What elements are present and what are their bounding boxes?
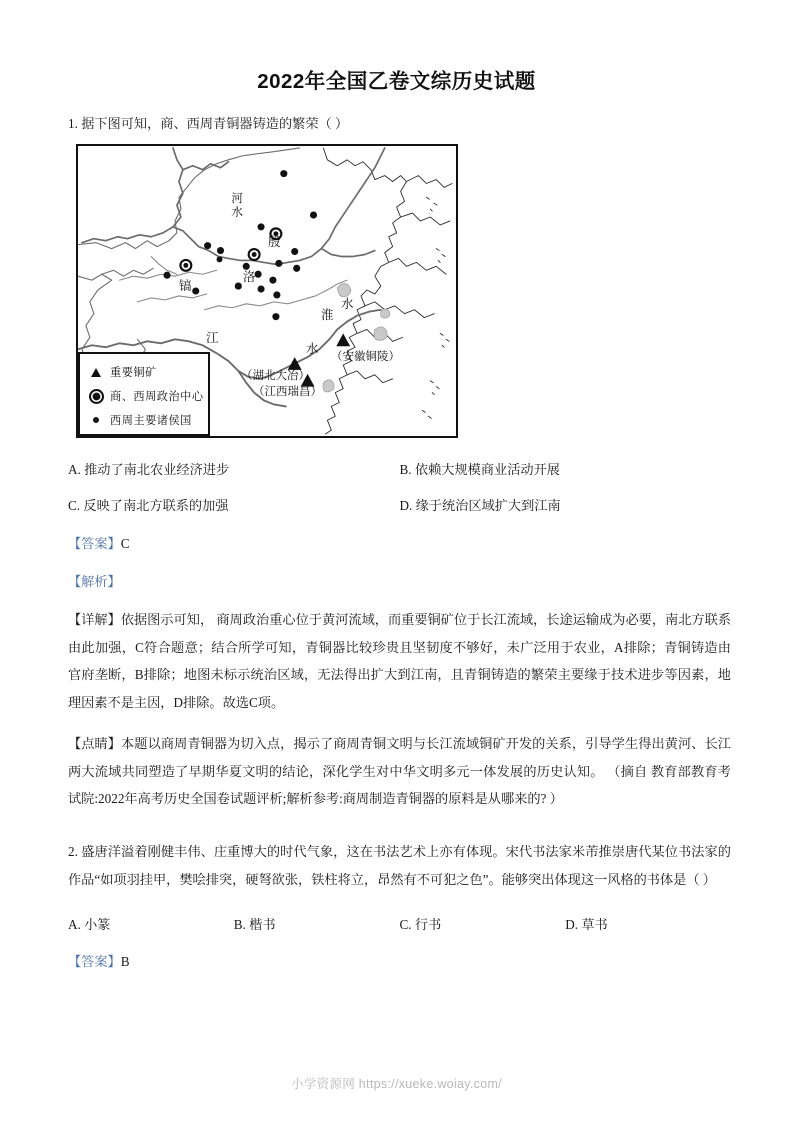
legend-item-copper-mine — [86, 360, 208, 384]
question-1-option-b[interactable]: B. 依赖大规模商业活动开展 — [399, 462, 560, 478]
map-legend — [78, 352, 210, 436]
legend-item-political-center — [86, 384, 208, 408]
question-1-number: 1. — [68, 116, 78, 131]
map-label-huai: 淮 — [321, 308, 334, 323]
legend-label-copper-mine: 重要铜矿 — [110, 367, 157, 380]
question-1-option-a[interactable]: A. 推动了南北农业经济进步 — [68, 462, 230, 478]
question-2-number: 2. — [68, 844, 78, 860]
watermark: 小学资源网 https://xueke.woiay.com/ — [291, 1077, 502, 1091]
question-2-option-c[interactable]: C. 行书 — [399, 916, 442, 932]
analysis-tag: 【解析】 — [68, 574, 121, 590]
answer-value: B — [120, 954, 130, 970]
question-1-answer — [68, 533, 731, 554]
section-gap — [68, 812, 731, 838]
map-label-yin: 殷 — [268, 235, 281, 250]
legend-label-political-center: 商、西周政治中心 — [110, 391, 204, 404]
question-1-tip — [68, 730, 731, 812]
detail-tag: 【详解】 — [68, 612, 121, 628]
question-2-stem — [68, 838, 731, 892]
answer-value: C — [120, 536, 130, 552]
question-2-answer — [68, 951, 731, 972]
answer-tag: 【答案】 — [68, 536, 121, 552]
question-1-detail — [68, 606, 731, 716]
question-2-option-d[interactable]: D. 草书 — [565, 916, 608, 932]
question-1-option-d[interactable]: D. 缘于统治区域扩大到江南 — [399, 498, 561, 514]
map-label-huai-shui: 水 — [341, 297, 354, 312]
page-title: 2022年全国乙卷文综历史试题 — [257, 70, 536, 93]
question-1-option-c[interactable]: C. 反映了南北方联系的加强 — [68, 498, 229, 514]
legend-label-vassal-state: 西周主要诸侯国 — [110, 415, 192, 428]
tip-tag: 【点睛】 — [68, 736, 122, 752]
question-1-stem — [68, 114, 731, 134]
question-2-option-b[interactable]: B. 楷书 — [233, 916, 276, 932]
map-label-he-shui: 河水 — [230, 192, 243, 220]
tip-text: 本题以商周青铜器为切入点，揭示了商周青铜文明与长江流域铜矿开发的关系，引导学生得出黄河、长江两大流域共同塑造了早期华夏文明的结论，深化学生对中华文明多元一体发展的历史认知。 （摘自 教育部教育考试院:2022年高考历史全国卷试题评析;解析参考:商周制造青铜器的原料是从哪来的? ） — [68, 736, 731, 807]
triangle-icon — [86, 368, 106, 377]
map-label-anhui-tongling: （安徽铜陵） — [331, 351, 400, 364]
dot-icon — [86, 417, 106, 423]
detail-text: 依据图示可知， 商周政治重心位于黄河流域，而重要铜矿位于长江流域，长途运输成为必要，南北方联系由此加强，C符合题意；结合所学可知，青铜器比较珍贵且坚韧度不够好，未广泛用于农业，A排除；青铜铸造由官府垄断，B排除；地图未标示统治区域，无法得出扩大到江南，且青铜铸造的繁荣主要缘于技术进步等因素，地理因素不是主因，D排除。故选C项。 — [68, 612, 732, 710]
question-2-options-row — [68, 915, 731, 935]
question-1-options-row-1 — [68, 460, 731, 480]
answer-tag: 【答案】 — [68, 954, 121, 970]
map-frame — [76, 144, 458, 438]
question-2-option-a[interactable]: A. 小篆 — [68, 916, 111, 932]
question-2-text: 盛唐洋溢着刚健丰伟、庄重博大的时代气象，这在书法艺术上亦有体现。宋代书法家米芾推崇唐代某位书法家的作品“如项羽挂甲，樊哙排突，硬弩欲张，铁柱将立，昂然有不可犯之色”。能够突出体现这一风格的书体是（ ） — [68, 844, 731, 887]
map-label-hubei-daye: （湖北大冶） — [241, 370, 310, 383]
question-1-analysis-label — [68, 571, 731, 592]
question-1-options-row-2 — [68, 496, 731, 516]
map-label-jiang-shui: 水 — [306, 342, 319, 357]
bronze-age-map-figure — [76, 144, 458, 438]
map-label-luo: 洛 — [243, 270, 256, 285]
map-label-hao: 镐 — [179, 279, 192, 294]
map-label-jiangxi-ruichang: （江西瑞昌） — [253, 386, 322, 399]
ring-dot-icon — [86, 389, 106, 404]
question-1-text: 据下图可知，商、西周青铜器铸造的繁荣（ ） — [81, 116, 349, 131]
map-label-jiang: 江 — [206, 331, 219, 346]
document-content — [0, 114, 793, 973]
legend-item-vassal-state — [86, 408, 208, 432]
